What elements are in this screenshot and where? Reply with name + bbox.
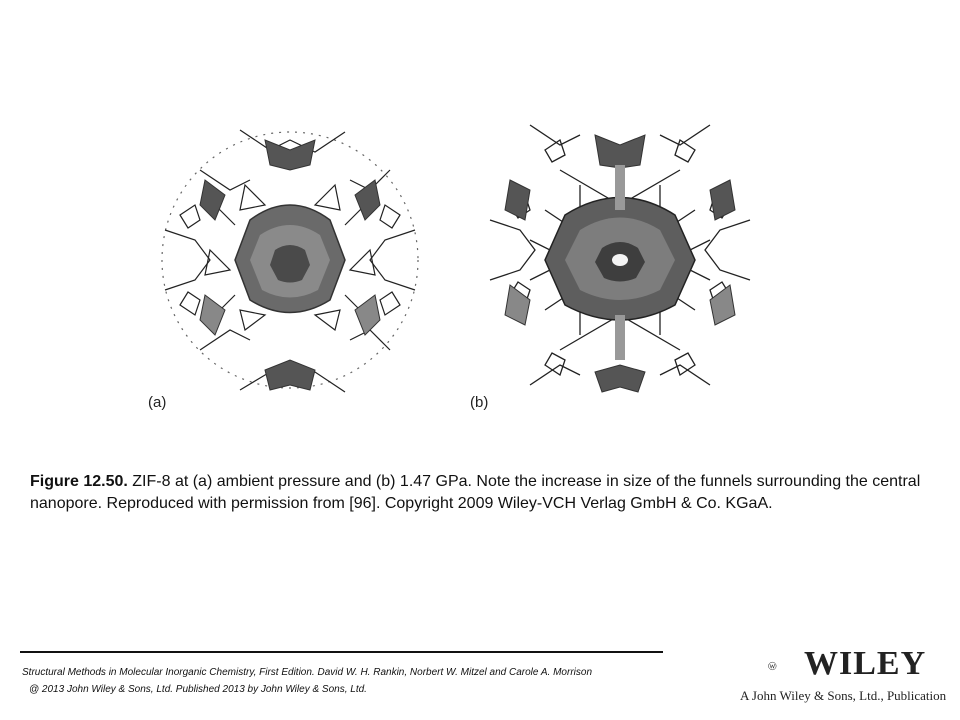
footer-citation-line-2: @ 2013 John Wiley & Sons, Ltd. Published 2013 by John Wiley & Sons, Ltd. — [29, 684, 367, 695]
figure-panel-a — [140, 110, 440, 420]
panel-b-label: (b) — [470, 394, 489, 411]
figure — [140, 110, 820, 420]
figure-panel-b — [470, 110, 770, 420]
footer-citation — [22, 664, 592, 698]
footer-divider — [20, 651, 663, 653]
wiley-emblem-icon — [768, 646, 804, 686]
figure-caption-text: ZIF-8 at (a) ambient pressure and (b) 1.47 GPa. Note the increase in size of the funnels surrounding the central nanopore. Reproduced with permission from [96]. Copyright 2009 Wiley-VCH Verlag GmbH & Co. KGaA. — [30, 473, 921, 512]
panel-a-label: (a) — [148, 394, 167, 411]
footer-citation-line-1: Structural Methods in Molecular Inorganic Chemistry, First Edition. David W. H. Rankin, Norbert W. Mitzel and Carole A. Morrison — [22, 667, 592, 678]
publisher-tagline: A John Wiley & Sons, Ltd., Publication — [740, 688, 947, 703]
wiley-logo-wordmark: WILEY — [804, 645, 927, 682]
figure-caption — [30, 471, 930, 515]
figure-caption-label: Figure 12.50. — [30, 473, 128, 490]
zif8-ambient-structure-image — [140, 110, 440, 420]
zif8-high-pressure-structure-image — [470, 110, 770, 420]
